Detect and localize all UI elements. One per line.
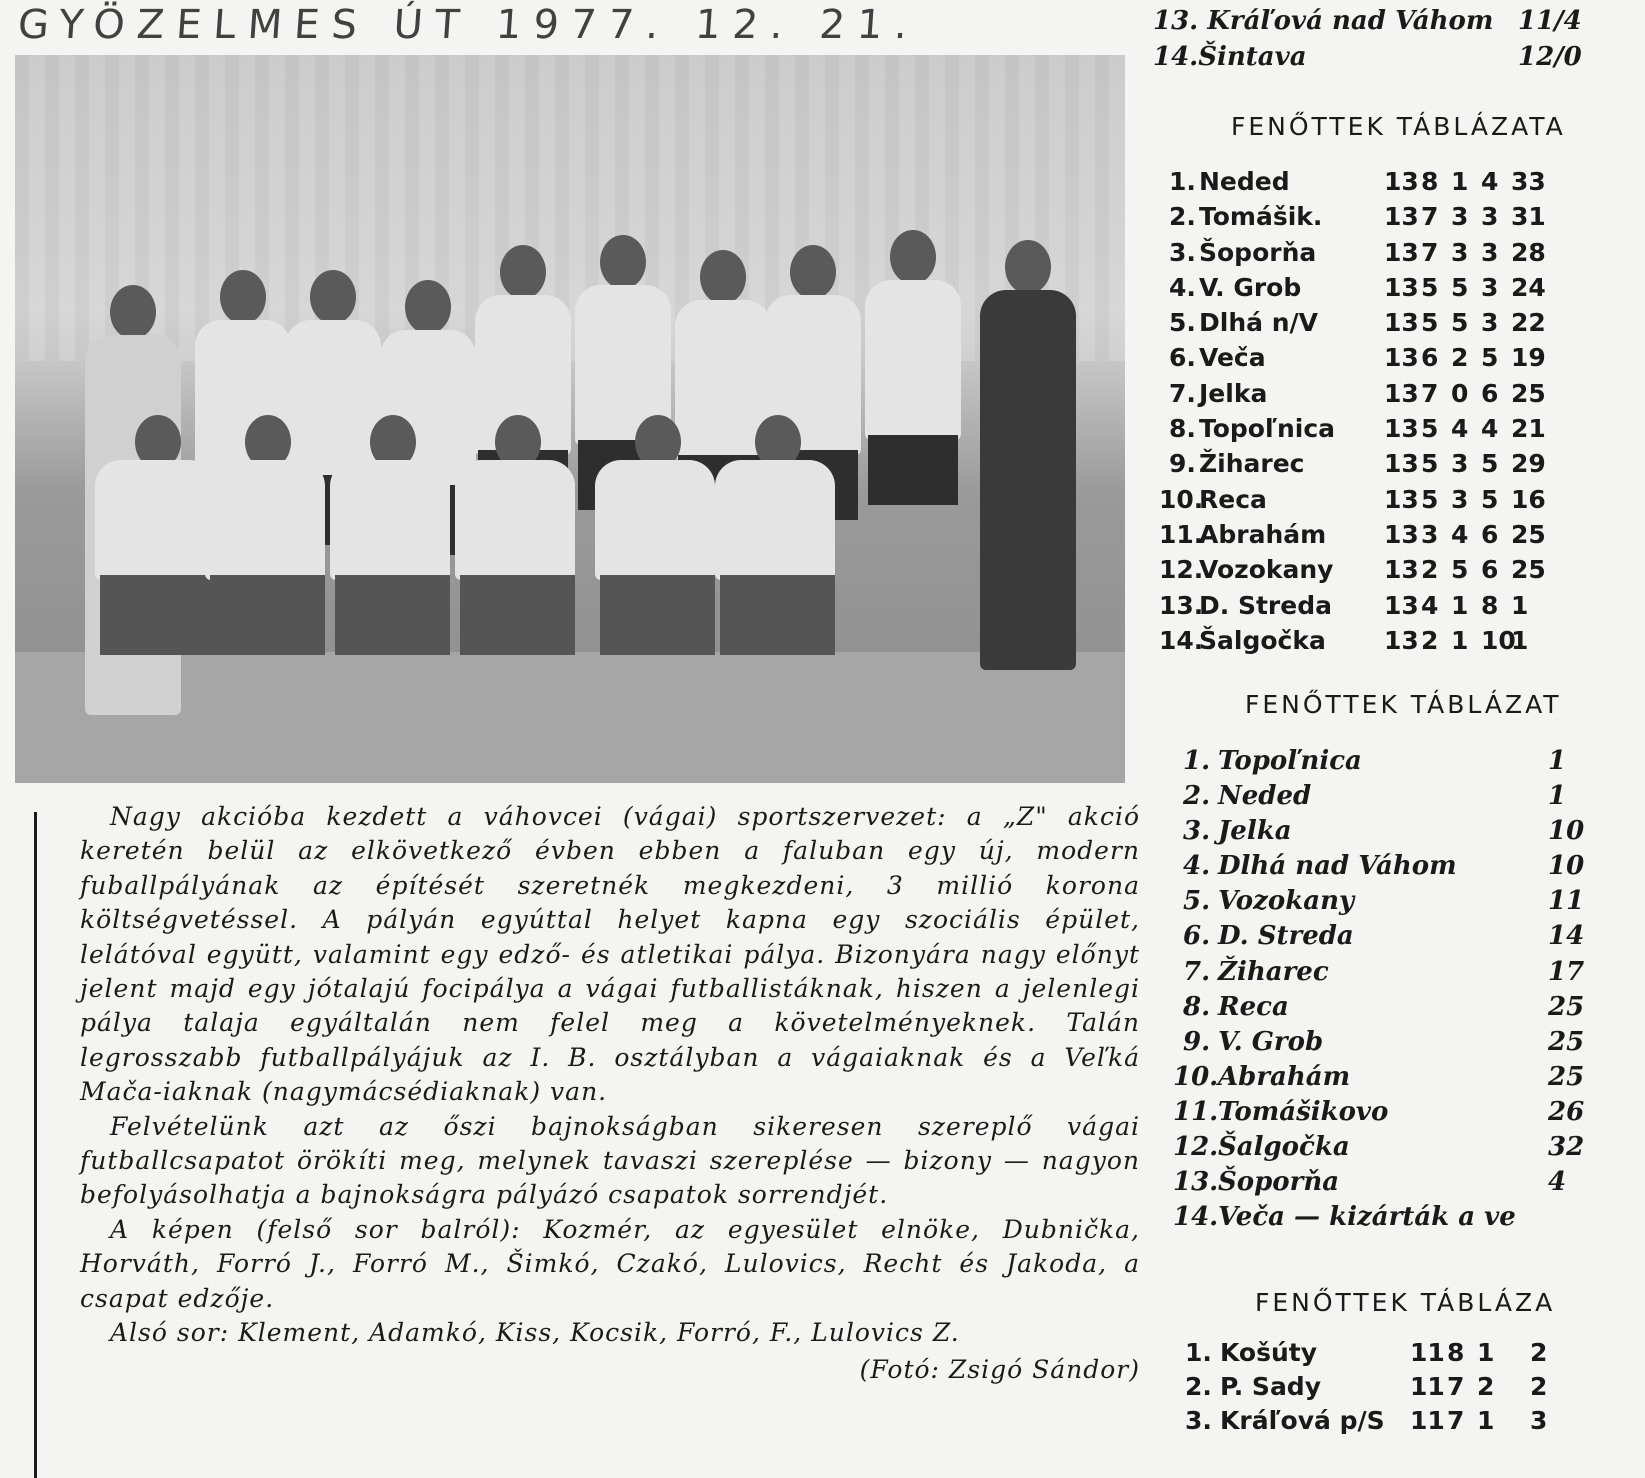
standings-cell: 3. (1169, 237, 1196, 267)
standings-row (1159, 238, 1619, 273)
standings-column (1153, 0, 1600, 1478)
standings-row (1185, 1372, 1645, 1406)
team-name: Vozokany (1218, 886, 1355, 917)
standings-row (1173, 1202, 1633, 1237)
standing-player-head (890, 230, 936, 284)
team-name: P. Sady (1220, 1372, 1322, 1401)
standings-cell: 3 (1481, 272, 1499, 302)
standings-row (1173, 851, 1633, 886)
standings-cell: 3 (1451, 484, 1469, 514)
standings-row (1159, 520, 1619, 555)
standings-cell: 8. (1183, 991, 1211, 1022)
standings-cell: 1 (1451, 625, 1469, 655)
standings-cell: 7. (1183, 956, 1211, 987)
standings-cell: 9. (1169, 449, 1196, 479)
standings-row (1159, 379, 1619, 414)
standings-row (1173, 781, 1633, 816)
kneeling-player-legs (210, 575, 325, 655)
standings-row (1173, 1132, 1633, 1167)
standings-cell: 5 (1421, 414, 1439, 444)
standings-cell: 2. (1183, 781, 1211, 812)
standing-player-head (500, 245, 546, 299)
standings-row (1159, 626, 1619, 661)
standings-cell: 7 (1447, 1372, 1465, 1401)
standings-cell: 12. (1173, 1132, 1219, 1163)
standings-cell: 8 (1447, 1338, 1465, 1367)
standings-row (1173, 746, 1633, 781)
standings-cell: 1 (1477, 1338, 1495, 1367)
standings-cell: 4 (1481, 167, 1499, 196)
standing-player-head (110, 285, 156, 339)
standings-cell: 5. (1169, 308, 1196, 338)
team-name: D. Streda (1218, 921, 1354, 952)
standings-cell: 2 (1421, 555, 1439, 585)
standings-cell: 5 (1421, 308, 1439, 338)
standings-cell: 4. (1183, 851, 1211, 882)
standings-cell: 13 (1384, 484, 1419, 514)
standing-player-head (220, 270, 266, 324)
standings-cell: 7 (1421, 378, 1439, 408)
standings-cell: 12. (1159, 555, 1204, 585)
standings-cell: 21 (1511, 414, 1546, 444)
caption-paragraph-2: Felvételünk azt az őszi bajnokságban sikeresen szereplő vágai futballcsapatot örökíti meg, melynek tavaszi szereplése — bizony — nagyon befolyásolhatja a bajnokságra pályázó csapatok sorrendjét. (80, 1111, 1140, 1210)
team-name: Veča (1199, 343, 1266, 373)
standings-cell: 13. (1173, 1167, 1219, 1198)
standings-cell: 1 (1511, 590, 1529, 620)
standings-row (1159, 167, 1619, 202)
standings-cell: 6 (1481, 378, 1499, 408)
standings-cell: 1 (1548, 746, 1567, 776)
standings-cell: 6 (1481, 519, 1499, 549)
standings-cell: 13 (1384, 414, 1419, 444)
standings-cell: 25 (1511, 378, 1546, 408)
standings-cell: 5 (1451, 555, 1469, 585)
standings-cell: 1. (1183, 746, 1211, 776)
standings-cell: 31 (1511, 202, 1546, 232)
standings-row (1173, 921, 1633, 956)
standings-cell: 1 (1451, 590, 1469, 620)
standings-cell: 4 (1451, 519, 1469, 549)
standings-cell: 25 (1548, 1061, 1585, 1092)
caption-rule (34, 812, 37, 1478)
standings-cell: 32 (1548, 1132, 1585, 1163)
standings-cell: 4. (1169, 272, 1196, 302)
standings-cell: 2 (1530, 1338, 1548, 1367)
standings-cell: 5 (1421, 272, 1439, 302)
caption-paragraph-4: Alsó sor: Klement, Adamkó, Kiss, Kocsik, Forró, F., Lulovics Z. (110, 1318, 960, 1348)
standings-cell: 10 (1481, 625, 1516, 655)
standing-player-head (405, 280, 451, 334)
caption-paragraph-3: A képen (felső sor balról): Kozmér, az egyesület elnöke, Dubnička, Horváth, Forró J., Forró M., Šimkó, Czakó, Lulovics, Recht és Jakoda, a csapat edzője. (80, 1214, 1140, 1313)
standings-cell: 4 (1481, 414, 1499, 444)
standing-player-shirt (980, 290, 1076, 670)
standings-cell: 13 (1384, 167, 1419, 196)
standing-player-shirt (865, 280, 961, 440)
standings-cell: 7 (1447, 1406, 1465, 1435)
standings-cell: 5 (1421, 449, 1439, 479)
standings-cell: 13 (1384, 343, 1419, 373)
standings-cell: 10 (1548, 851, 1585, 882)
standings-cell: 5 (1421, 484, 1439, 514)
standings-row (1173, 1027, 1633, 1062)
standings-row (1159, 591, 1619, 626)
kneeling-player-shirt (715, 460, 835, 580)
standings-cell: 17 (1548, 956, 1585, 987)
standings-cell: 13 (1384, 519, 1419, 549)
handwritten-date-note: GYÖZELMES ÚT 1977. 12. 21. (16, 2, 921, 48)
standings-cell: 14. (1159, 625, 1204, 655)
standings-cell: 13 (1384, 378, 1419, 408)
standings-cell: 5 (1451, 308, 1469, 338)
standings-row (1159, 343, 1619, 378)
team-name: Dlhá nad Váhom (1218, 851, 1457, 882)
standing-player-head (790, 245, 836, 299)
standings-cell: 4 (1451, 414, 1469, 444)
kneeling-player-legs (335, 575, 450, 655)
standings-cell: 11 (1410, 1372, 1445, 1401)
standings-cell: 13 (1384, 590, 1419, 620)
team-name: Reca (1199, 484, 1267, 514)
standings-cell: 8 (1481, 590, 1499, 620)
standings-table-1 (1159, 167, 1619, 661)
standings-row (1185, 1338, 1645, 1372)
photo-ground (15, 652, 1125, 783)
standings-cell: 5 (1481, 343, 1499, 373)
standings-cell: 22 (1511, 308, 1546, 338)
kneeling-player-legs (460, 575, 575, 655)
standings-row (1173, 992, 1633, 1027)
standings-cell: 11 (1410, 1406, 1445, 1435)
standings-cell: 2 (1530, 1372, 1548, 1401)
standings-cell: 16 (1511, 484, 1546, 514)
kneeling-player-legs (100, 575, 215, 655)
team-name: Vozokany (1199, 555, 1334, 585)
standings-cell: 5. (1183, 886, 1211, 917)
standings-cell: 13 (1384, 449, 1419, 479)
standings-cell: 13 (1384, 202, 1419, 232)
standings-row (1159, 449, 1619, 484)
standings-row (1173, 957, 1633, 992)
standings-cell: 13 (1384, 625, 1419, 655)
standings-cell: 2. (1185, 1372, 1212, 1401)
standings-cell: 2 (1421, 625, 1439, 655)
standings-cell: 2. (1169, 202, 1196, 232)
team-name: Jelka (1199, 378, 1268, 408)
table3-title: FENŐTTEK TÁBLÁZA (1255, 1288, 1556, 1317)
standings-row (1173, 816, 1633, 851)
standings-cell: 14 (1548, 921, 1585, 952)
kneeling-player-shirt (95, 460, 215, 580)
standings-cell: 1. (1185, 1338, 1212, 1367)
standings-cell: 7. (1169, 378, 1196, 408)
standings-cell: 13. (1159, 590, 1204, 620)
team-photo (15, 55, 1125, 783)
standings-cell: 11 (1548, 886, 1585, 917)
standings-row (1159, 308, 1619, 343)
standings-table-2 (1173, 746, 1633, 1237)
standings-cell: 10. (1173, 1061, 1219, 1092)
team-name: Topoľnica (1199, 414, 1336, 444)
standings-cell: 5 (1451, 272, 1469, 302)
standing-player-head (310, 270, 356, 324)
standings-cell: 0 (1451, 378, 1469, 408)
standings-cell: 2 (1451, 343, 1469, 373)
photo-caption (80, 800, 1140, 1387)
standings-cell: 1 (1451, 167, 1469, 196)
standings-cell: 14. (1173, 1202, 1219, 1233)
team-name: Šoporňa (1218, 1167, 1340, 1198)
standings-cell: 4 (1548, 1167, 1567, 1198)
team-name: Topoľnica (1218, 746, 1362, 776)
standings-cell: 3 (1451, 237, 1469, 267)
standings-cell: 3 (1481, 237, 1499, 267)
standings-cell: 6 (1481, 555, 1499, 585)
team-name: Žiharec (1199, 449, 1305, 479)
standing-player-shorts (868, 435, 958, 505)
standings-cell: 1 (1477, 1406, 1495, 1435)
caption-paragraph-1: Nagy akcióba kezdett a váhovcei (vágai) sportszervezet: a „Z" akció keretén belül az elkövetkező évben ebben a faluban egy új, modern fuballpályának az építését szeretnék megkezdeni, 3 millió korona költségvetéssel. A pályán egyúttal helyet kapna egy szociális épület, lelátóval együtt, valamint egy edző- és atletikai pálya. Bizonyára nagy előnyt jelent majd egy jótalajú focipálya a vágai futballistáknak, hiszen a jelenlegi pálya talaja egyáltalán nem felel meg a követelményeknek. Talán legrosszabb futballpályájuk az I. B. osztályban a vágaiaknak és a Veľká Mača-iaknak (nagymácsédiaknak) van. (80, 802, 1140, 1107)
standings-cell: 19 (1511, 343, 1546, 373)
standing-player-shirt (285, 320, 381, 480)
team-name: V. Grob (1218, 1026, 1324, 1057)
standings-row (1173, 1097, 1633, 1132)
standings-cell: 33 (1511, 167, 1546, 196)
standings-cell: 25 (1511, 519, 1546, 549)
previous-row: 13. Kráľová nad Váhom 11/4 (1153, 6, 1582, 36)
team-name: Dlhá n/V (1199, 308, 1318, 338)
team-name: V. Grob (1199, 272, 1302, 302)
standings-cell: 6. (1169, 343, 1196, 373)
kneeling-player-shirt (205, 460, 325, 580)
team-name: Reca (1218, 991, 1289, 1022)
standings-cell: 1. (1169, 167, 1196, 196)
standings-cell: 3 (1451, 202, 1469, 232)
standings-cell: 9. (1183, 1026, 1211, 1057)
standings-cell: 25 (1511, 555, 1546, 585)
standings-cell: 10. (1159, 484, 1204, 514)
kneeling-player-shirt (595, 460, 715, 580)
standings-cell: 7 (1421, 237, 1439, 267)
team-name: Kráľová p/S (1220, 1406, 1385, 1435)
team-name: Neded (1218, 781, 1312, 812)
standings-cell: 28 (1511, 237, 1546, 267)
standings-cell: 6. (1183, 921, 1211, 952)
standings-cell: 10 (1548, 816, 1585, 847)
standings-cell: 3. (1183, 816, 1211, 847)
standings-row (1173, 1167, 1633, 1202)
previous-table-tail (1153, 6, 1613, 78)
standings-cell: 25 (1548, 991, 1585, 1022)
standings-cell: 5 (1481, 449, 1499, 479)
standings-cell: 3 (1421, 519, 1439, 549)
standings-cell: 13 (1384, 237, 1419, 267)
team-name: D. Streda (1199, 590, 1332, 620)
table2-title: FENŐTTEK TÁBLÁZAT (1245, 690, 1562, 719)
kneeling-player-shirt (455, 460, 575, 580)
standings-row (1185, 1406, 1645, 1440)
team-name: Veča — kizárták a ve (1218, 1202, 1516, 1233)
standings-row (1173, 886, 1633, 921)
team-name: Žiharec (1218, 956, 1329, 987)
standings-cell: 3 (1451, 449, 1469, 479)
standings-row (1173, 1062, 1633, 1097)
standings-cell: 13 (1384, 308, 1419, 338)
standings-cell: 3 (1481, 308, 1499, 338)
standings-cell: 1 (1548, 781, 1567, 812)
team-name: Šalgočka (1199, 625, 1326, 655)
standings-cell: 5 (1481, 484, 1499, 514)
standing-player-head (1005, 240, 1051, 294)
standings-cell: 6 (1421, 343, 1439, 373)
kneeling-player-shirt (330, 460, 450, 580)
standings-cell: 7 (1421, 202, 1439, 232)
standings-cell: 11. (1173, 1096, 1219, 1127)
standings-cell: 8. (1169, 414, 1196, 444)
standings-cell: 1 (1511, 625, 1529, 655)
kneeling-player-legs (600, 575, 715, 655)
team-name: Jelka (1218, 816, 1292, 847)
team-name: Tomášik. (1199, 202, 1323, 232)
standings-cell: 25 (1548, 1026, 1585, 1057)
standings-row (1159, 555, 1619, 590)
standings-cell: 4 (1421, 590, 1439, 620)
standings-cell: 13 (1384, 272, 1419, 302)
standings-cell: 3. (1185, 1406, 1212, 1435)
team-name: Neded (1199, 167, 1290, 196)
team-name: Šoporňa (1199, 237, 1317, 267)
standing-player-head (700, 250, 746, 304)
team-name: Tomášikovo (1218, 1096, 1389, 1127)
team-name: Šalgočka (1218, 1132, 1350, 1163)
standings-row (1159, 273, 1619, 308)
standings-row (1159, 414, 1619, 449)
team-name: Abrahám (1218, 1061, 1351, 1092)
photo-credit: (Fotó: Zsigó Sándor) (859, 1354, 1140, 1384)
standings-cell: 26 (1548, 1096, 1585, 1127)
standings-cell: 11 (1410, 1338, 1445, 1367)
standings-row (1159, 202, 1619, 237)
standings-row (1159, 485, 1619, 520)
standings-cell: 8 (1421, 167, 1439, 196)
kneeling-player-legs (720, 575, 835, 655)
standings-cell: 3 (1481, 202, 1499, 232)
standings-cell: 13 (1384, 555, 1419, 585)
standings-cell: 24 (1511, 272, 1546, 302)
standings-cell: 2 (1477, 1372, 1495, 1401)
standing-player-head (600, 235, 646, 289)
previous-row: 14.Šintava 12/0 (1153, 42, 1582, 72)
team-name: Abrahám (1199, 519, 1327, 549)
standings-cell: 29 (1511, 449, 1546, 479)
standings-cell: 11. (1159, 519, 1204, 549)
table1-title: FENŐTTEK TÁBLÁZATA (1231, 112, 1566, 141)
standings-cell: 3 (1530, 1406, 1548, 1435)
standings-table-3 (1185, 1338, 1645, 1440)
team-name: Košúty (1220, 1338, 1318, 1367)
